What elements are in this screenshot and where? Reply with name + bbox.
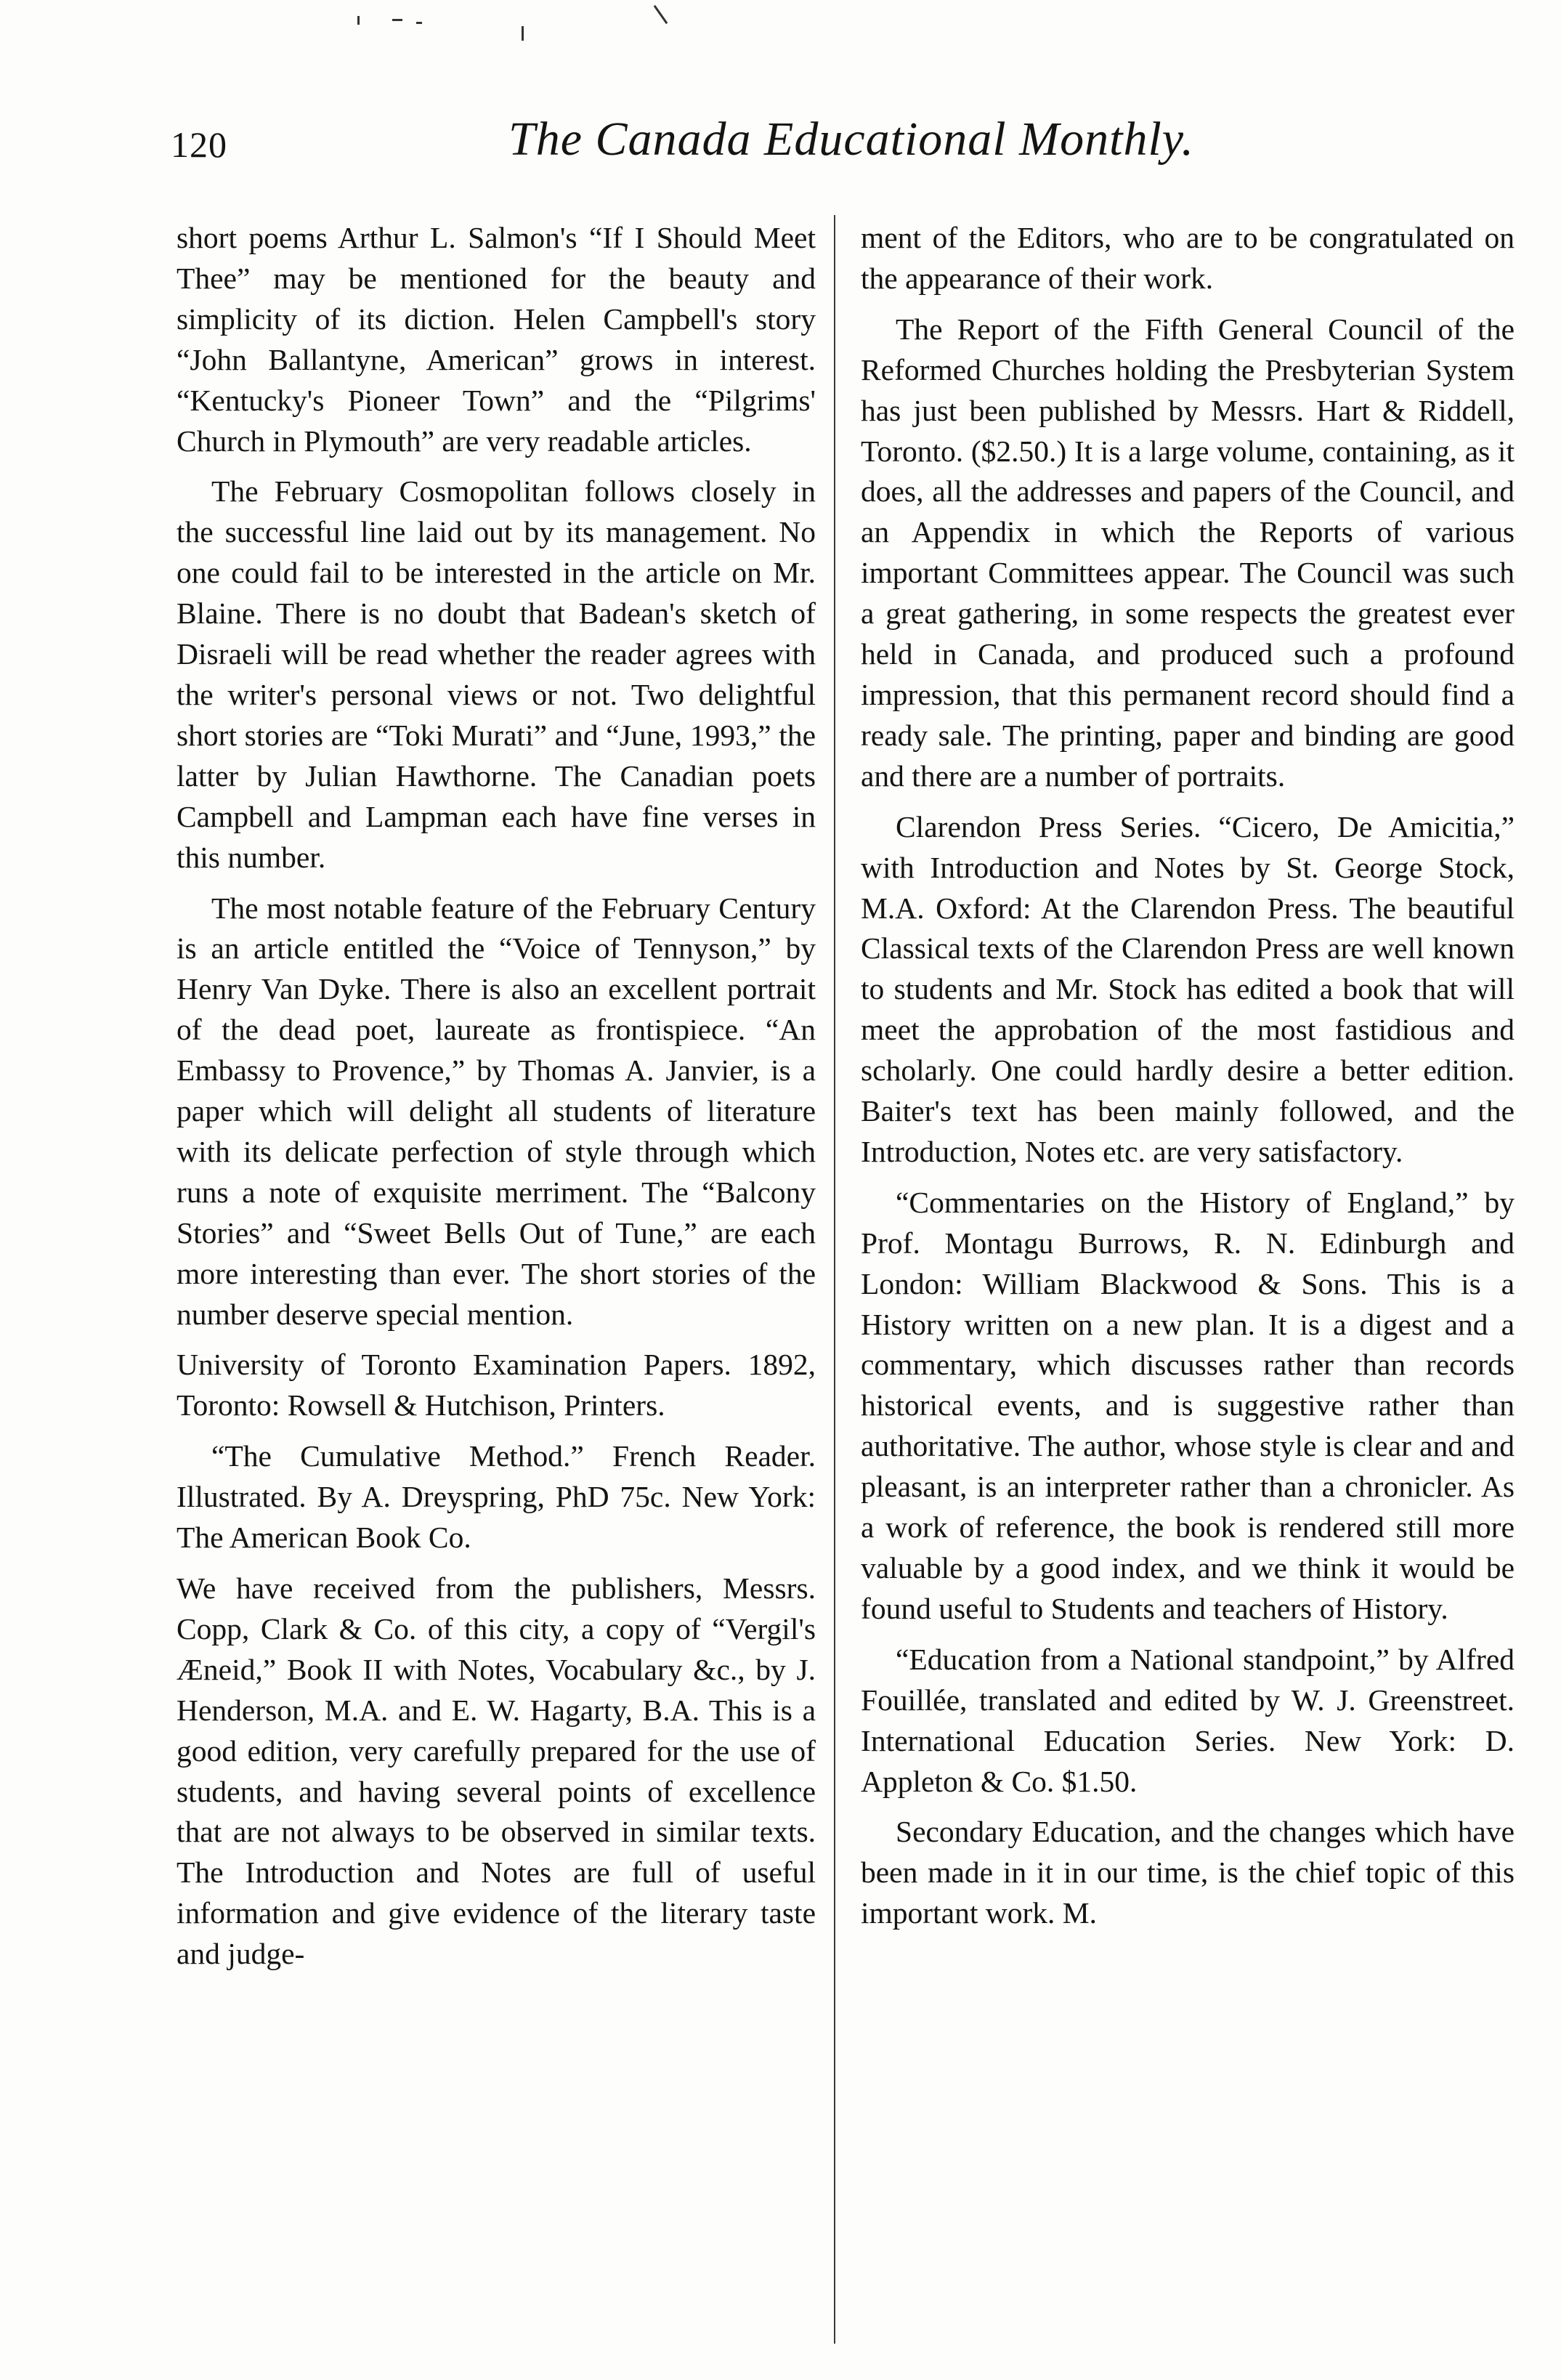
column-divider (834, 215, 835, 2344)
paragraph: The most notable feature of the February Century is an article entitled the “Voice of Tennyson,” by Henry Van Dyke. There is also an excellent portrait of the dead poet, laureate as frontispiece. “An Embassy to Provence,” by Thomas A. Janvier, is a paper which will delight all students of literature with its delicate perfection of style through which runs a note of exquisite merriment. The “Balcony Stories” and “Sweet Bells Out of Tune,” are each more interesting than ever. The short stories of the number deserve special mention. (177, 891, 816, 1331)
paragraph: Clarendon Press Series. “Cicero, De Amicitia,” with Introduction and Notes by St. George Stock, M.A. Oxford: At the Clarendon Press. The beautiful Classical texts of the Clarendon Press are well known to students and Mr. Stock has edited a book that will meet the approbation of the most fastidious and scholarly. One could hardly desire a better edition. Baiter's text has been mainly followed, and the Introduction, Notes etc. are very satisfactory. (861, 809, 1515, 1168)
right-column (861, 218, 1515, 1944)
scan-speck (522, 26, 524, 41)
left-column (177, 218, 816, 1985)
scan-speck (654, 5, 668, 24)
paragraph: “Education from a National standpoint,” by Alfred Fouillée, translated and edited by W. J. Greenstreet. International Education Series. New York: D. Appleton & Co. $1.50. (861, 1642, 1515, 1798)
page-number: 120 (171, 124, 227, 165)
scan-speck (392, 19, 402, 21)
paragraph: We have received from the publishers, Messrs. Copp, Clark & Co. of this city, a copy of “Vergil's Æneid,” Book II with Notes, Vocabulary &c., by J. Henderson, M.A. and E. W. Hagarty, B.A. This is a good edition, very carefully prepared for the use of students, and having several points of excellence that are not always to be observed in similar texts. The Introduction and Notes are full of useful information and give evidence of the literary taste and judge- (177, 1571, 816, 1971)
paragraph: “The Cumulative Method.” French Reader. Illustrated. By A. Dreyspring, PhD 75c. New York: The American Book Co. (177, 1439, 816, 1555)
paragraph: The Report of the Fifth General Council of the Reformed Churches holding the Presbyterian System has just been published by Messrs. Hart & Riddell, Toronto. ($2.50.) It is a large volume, containing, as it does, all the addresses and papers of the Council, and an Appendix in which the Reports of various important Committees appear. The Council was such a great gathering, in some respects the greatest ever held in Canada, and produced such a profound impression, that this permanent record should find a ready sale. The printing, paper and binding are good and there are a number of portraits. (861, 312, 1515, 793)
paragraph: Secondary Education, and the changes which have been made in it in our time, is the chief topic of this important work. M. (861, 1815, 1515, 1930)
running-head (149, 109, 1507, 189)
paragraph: The February Cosmopolitan follows closely in the successful line laid out by its management. No one could fail to be interested in the article on Mr. Blaine. There is no doubt that Badean's sketch of Disraeli will be read whether the reader agrees with the writer's personal views or not. Two delightful short stories are “Toki Murati” and “June, 1993,” the latter by Julian Hawthorne. The Canadian poets Campbell and Lampman each have fine verses in this number. (177, 474, 816, 874)
paragraph: University of Toronto Examination Papers. 1892, Toronto: Rowsell & Hutchison, Printers. (177, 1348, 816, 1422)
journal-title: The Canada Educational Monthly. (508, 113, 1194, 166)
scan-speck (357, 16, 360, 25)
paragraph: short poems Arthur L. Salmon's “If I Should Meet Thee” may be mentioned for the beauty and simplicity of its diction. Helen Campbell's story “John Ballantyne, American” grows in interest. “Kentucky's Pioneer Town” and the “Pilgrims' Church in Plymouth” are very readable articles. (177, 221, 816, 458)
paragraph: “Commentaries on the History of England,” by Prof. Montagu Burrows, R. N. Edinburgh and London: William Blackwood & Sons. This is a History written on a new plan. It is a digest and a commentary, which discusses rather than records historical events, and is suggestive rather than authoritative. The author, whose style is clear and and pleasant, is an interpreter rather than a chronicler. As a work of reference, the book is rendered still more valuable by a good index, and we think it would be found useful to Students and teachers of History. (861, 1185, 1515, 1625)
paragraph: ment of the Editors, who are to be congratulated on the appearance of their work. (861, 221, 1515, 295)
scan-speck (416, 22, 422, 24)
